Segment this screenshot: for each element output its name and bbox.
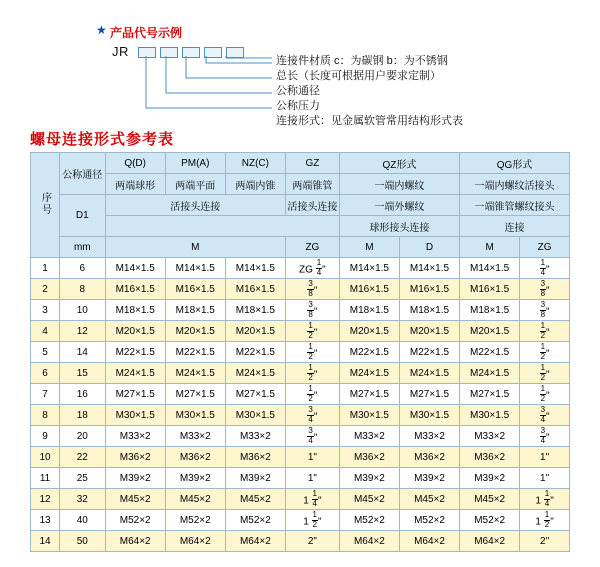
- row-gz: ZG $\frac{1}{4}$ ": [285, 258, 339, 279]
- header-pm-cn: 两端平面: [165, 174, 225, 195]
- row-qg-m: M39×2: [460, 468, 520, 489]
- row-nz: M20×1.5: [225, 321, 285, 342]
- header-q-sub: 活接头连接: [105, 195, 285, 216]
- header-blank: [105, 216, 339, 237]
- row-qg-m: M27×1.5: [460, 384, 520, 405]
- row-qg-zg: 2": [520, 531, 570, 552]
- row-qz-m: M33×2: [339, 426, 399, 447]
- row-nz: M36×2: [225, 447, 285, 468]
- header-qg-unit-zg: ZG: [520, 237, 570, 258]
- row-no: 1: [31, 258, 60, 279]
- row-dn: 12: [60, 321, 106, 342]
- row-qg-zg: $\frac{3}{4}$ ": [520, 405, 570, 426]
- row-qz-m: M27×1.5: [339, 384, 399, 405]
- header-qz-sub: 球形接头连接: [339, 216, 459, 237]
- header-group-q: Q(D): [105, 153, 165, 174]
- row-no: 3: [31, 300, 60, 321]
- header-qz-cn1: 一端内螺纹: [339, 174, 459, 195]
- header-row-2: [31, 174, 570, 195]
- code-prefix: JR: [112, 44, 129, 59]
- row-gz: $\frac{1}{2}$ ": [285, 384, 339, 405]
- row-q: M36×2: [105, 447, 165, 468]
- row-pm: M24×1.5: [165, 363, 225, 384]
- row-qg-m: M24×1.5: [460, 363, 520, 384]
- header-group-nz: NZ(C): [225, 153, 285, 174]
- row-qz-m: M16×1.5: [339, 279, 399, 300]
- row-qz-d: M18×1.5: [399, 300, 459, 321]
- table-head: [31, 153, 570, 258]
- row-no: 13: [31, 510, 60, 531]
- header-qg-cn1: 一端内螺纹活接头: [460, 174, 570, 195]
- row-pm: M52×2: [165, 510, 225, 531]
- row-dn: 40: [60, 510, 106, 531]
- row-no: 14: [31, 531, 60, 552]
- row-gz: $\frac{1}{2}$ ": [285, 363, 339, 384]
- row-q: M14×1.5: [105, 258, 165, 279]
- header-qg-unit-m: M: [460, 237, 520, 258]
- row-qz-m: M36×2: [339, 447, 399, 468]
- row-gz: 2": [285, 531, 339, 552]
- row-qg-zg: $\frac{1}{4}$ ": [520, 258, 570, 279]
- row-pm: M45×2: [165, 489, 225, 510]
- row-qg-m: M45×2: [460, 489, 520, 510]
- header-q-cn: 两端球形: [105, 174, 165, 195]
- row-q: M52×2: [105, 510, 165, 531]
- row-gz: $\frac{3}{4}$ ": [285, 405, 339, 426]
- header-qz-unit-m: M: [339, 237, 399, 258]
- row-qg-m: M64×2: [460, 531, 520, 552]
- row-qz-d: M20×1.5: [399, 321, 459, 342]
- row-no: 5: [31, 342, 60, 363]
- row-gz: $\frac{1}{2}$ ": [285, 342, 339, 363]
- row-pm: M16×1.5: [165, 279, 225, 300]
- row-q: M30×1.5: [105, 405, 165, 426]
- row-qg-m: M30×1.5: [460, 405, 520, 426]
- table-row: [31, 510, 570, 531]
- diagram-title: 产品代号示例: [110, 26, 183, 40]
- row-gz: $\frac{3}{4}$ ": [285, 426, 339, 447]
- row-qz-d: M64×2: [399, 531, 459, 552]
- table-row: [31, 300, 570, 321]
- row-dn: 15: [60, 363, 106, 384]
- row-dn: 20: [60, 426, 106, 447]
- row-no: 2: [31, 279, 60, 300]
- row-gz: 1": [285, 447, 339, 468]
- row-nz: M45×2: [225, 489, 285, 510]
- page-title: 螺母连接形式参考表: [30, 131, 175, 148]
- row-pm: M20×1.5: [165, 321, 225, 342]
- nut-connection-table: [30, 152, 570, 552]
- row-qz-m: M14×1.5: [339, 258, 399, 279]
- row-q: M27×1.5: [105, 384, 165, 405]
- row-q: M45×2: [105, 489, 165, 510]
- table-body: [31, 258, 570, 552]
- row-qg-zg: $\frac{1}{2}$ ": [520, 342, 570, 363]
- row-pm: M39×2: [165, 468, 225, 489]
- header-row-4: [31, 216, 570, 237]
- row-q: M64×2: [105, 531, 165, 552]
- table-row: [31, 405, 570, 426]
- row-no: 11: [31, 468, 60, 489]
- row-qg-m: M22×1.5: [460, 342, 520, 363]
- row-qz-d: M27×1.5: [399, 384, 459, 405]
- row-qg-zg: $\frac{3}{8}$ ": [520, 300, 570, 321]
- header-group-gz: GZ: [285, 153, 339, 174]
- row-gz: $\frac{3}{8}$ ": [285, 279, 339, 300]
- row-pm: M22×1.5: [165, 342, 225, 363]
- row-gz: 1 $\frac{1}{2}$ ": [285, 510, 339, 531]
- row-qg-zg: 1": [520, 447, 570, 468]
- table-row: [31, 447, 570, 468]
- table-row: [31, 321, 570, 342]
- row-pm: M30×1.5: [165, 405, 225, 426]
- table-row: [31, 531, 570, 552]
- row-no: 12: [31, 489, 60, 510]
- row-qg-zg: $\frac{1}{2}$ ": [520, 384, 570, 405]
- table-row: [31, 363, 570, 384]
- product-code-diagram: [0, 0, 600, 127]
- row-qg-m: M14×1.5: [460, 258, 520, 279]
- row-no: 10: [31, 447, 60, 468]
- row-qz-m: M22×1.5: [339, 342, 399, 363]
- row-qz-m: M39×2: [339, 468, 399, 489]
- header-row-5: [31, 237, 570, 258]
- row-qg-m: M33×2: [460, 426, 520, 447]
- row-no: 7: [31, 384, 60, 405]
- row-qz-d: M14×1.5: [399, 258, 459, 279]
- header-qz-unit-d: D: [399, 237, 459, 258]
- row-nz: M39×2: [225, 468, 285, 489]
- row-qg-zg: $\frac{3}{4}$ ": [520, 426, 570, 447]
- header-row-1: [31, 153, 570, 174]
- row-qg-zg: 1 $\frac{1}{2}$ ": [520, 510, 570, 531]
- row-dn: 50: [60, 531, 106, 552]
- row-dn: 6: [60, 258, 106, 279]
- row-nz: M30×1.5: [225, 405, 285, 426]
- row-pm: M33×2: [165, 426, 225, 447]
- legend-item-pressure: 公称压力: [276, 100, 320, 112]
- row-qz-d: M45×2: [399, 489, 459, 510]
- row-no: 4: [31, 321, 60, 342]
- header-unit-zg: ZG: [285, 237, 339, 258]
- header-gz-cn: 两端锥管: [285, 174, 339, 195]
- row-q: M18×1.5: [105, 300, 165, 321]
- table-row: [31, 489, 570, 510]
- row-nz: M24×1.5: [225, 363, 285, 384]
- row-nz: M18×1.5: [225, 300, 285, 321]
- row-qz-d: M39×2: [399, 468, 459, 489]
- header-mm: mm: [60, 237, 106, 258]
- header-qg-cn2: 一端锥管螺纹接头: [460, 195, 570, 216]
- header-row-3: [31, 195, 570, 216]
- row-gz: $\frac{3}{8}$ ": [285, 300, 339, 321]
- row-nz: M64×2: [225, 531, 285, 552]
- header-group-pm: PM(A): [165, 153, 225, 174]
- row-qz-d: M36×2: [399, 447, 459, 468]
- row-dn: 32: [60, 489, 106, 510]
- row-no: 9: [31, 426, 60, 447]
- row-dn: 16: [60, 384, 106, 405]
- row-dn: 25: [60, 468, 106, 489]
- header-qg-sub: 连接: [460, 216, 570, 237]
- table-row: [31, 342, 570, 363]
- row-dn: 10: [60, 300, 106, 321]
- row-pm: M14×1.5: [165, 258, 225, 279]
- legend-item-form: 连接形式：见金属软管常用结构形式表: [276, 115, 463, 127]
- row-qg-m: M52×2: [460, 510, 520, 531]
- row-qg-zg: 1": [520, 468, 570, 489]
- row-qz-m: M18×1.5: [339, 300, 399, 321]
- row-q: M24×1.5: [105, 363, 165, 384]
- row-qz-m: M52×2: [339, 510, 399, 531]
- row-q: M16×1.5: [105, 279, 165, 300]
- row-gz: 1": [285, 468, 339, 489]
- row-pm: M18×1.5: [165, 300, 225, 321]
- row-pm: M64×2: [165, 531, 225, 552]
- row-pm: M27×1.5: [165, 384, 225, 405]
- row-qz-d: M52×2: [399, 510, 459, 531]
- row-qg-zg: $\frac{1}{2}$ ": [520, 363, 570, 384]
- row-qg-m: M36×2: [460, 447, 520, 468]
- row-q: M22×1.5: [105, 342, 165, 363]
- table-row: [31, 384, 570, 405]
- reference-table: [30, 152, 570, 552]
- row-qg-zg: $\frac{3}{8}$ ": [520, 279, 570, 300]
- row-dn: 22: [60, 447, 106, 468]
- row-qg-zg: 1 $\frac{1}{4}$ ": [520, 489, 570, 510]
- legend-item-dn: 公称通径: [276, 85, 320, 97]
- row-nz: M22×1.5: [225, 342, 285, 363]
- row-nz: M14×1.5: [225, 258, 285, 279]
- row-dn: 18: [60, 405, 106, 426]
- header-d1: D1: [60, 195, 106, 237]
- table-row: [31, 426, 570, 447]
- row-q: M39×2: [105, 468, 165, 489]
- row-qg-m: M18×1.5: [460, 300, 520, 321]
- legend-item-length: 总长（长度可根据用户要求定制）: [276, 70, 441, 82]
- row-qz-m: M24×1.5: [339, 363, 399, 384]
- row-qz-d: M30×1.5: [399, 405, 459, 426]
- row-qz-d: M22×1.5: [399, 342, 459, 363]
- header-group-qg: QG形式: [460, 153, 570, 174]
- table-row: [31, 468, 570, 489]
- header-gz-sub: 活接头连接: [285, 195, 339, 216]
- row-qg-m: M16×1.5: [460, 279, 520, 300]
- row-qz-d: M24×1.5: [399, 363, 459, 384]
- row-nz: M33×2: [225, 426, 285, 447]
- row-nz: M16×1.5: [225, 279, 285, 300]
- legend-item-material: 连接件材质 c：为碳钢 b：为不锈钢: [276, 55, 448, 67]
- header-qz-cn2: 一端外螺纹: [339, 195, 459, 216]
- row-dn: 8: [60, 279, 106, 300]
- row-qz-m: M20×1.5: [339, 321, 399, 342]
- row-no: 8: [31, 405, 60, 426]
- row-gz: 1 $\frac{1}{4}$ ": [285, 489, 339, 510]
- row-nz: M52×2: [225, 510, 285, 531]
- row-qz-m: M45×2: [339, 489, 399, 510]
- row-qz-m: M64×2: [339, 531, 399, 552]
- header-unit-m: M: [105, 237, 285, 258]
- row-no: 6: [31, 363, 60, 384]
- header-nz-cn: 两端内锥: [225, 174, 285, 195]
- row-q: M33×2: [105, 426, 165, 447]
- row-gz: $\frac{1}{2}$ ": [285, 321, 339, 342]
- star-icon: ★: [96, 23, 107, 37]
- table-row: [31, 258, 570, 279]
- row-qg-m: M20×1.5: [460, 321, 520, 342]
- row-qg-zg: $\frac{1}{2}$ ": [520, 321, 570, 342]
- row-q: M20×1.5: [105, 321, 165, 342]
- header-seq: 序号: [31, 153, 60, 258]
- row-dn: 14: [60, 342, 106, 363]
- row-nz: M27×1.5: [225, 384, 285, 405]
- row-qz-m: M30×1.5: [339, 405, 399, 426]
- header-group-qz: QZ形式: [339, 153, 459, 174]
- row-qz-d: M16×1.5: [399, 279, 459, 300]
- table-row: [31, 279, 570, 300]
- row-pm: M36×2: [165, 447, 225, 468]
- row-qz-d: M33×2: [399, 426, 459, 447]
- header-dn: 公称通径: [60, 153, 106, 195]
